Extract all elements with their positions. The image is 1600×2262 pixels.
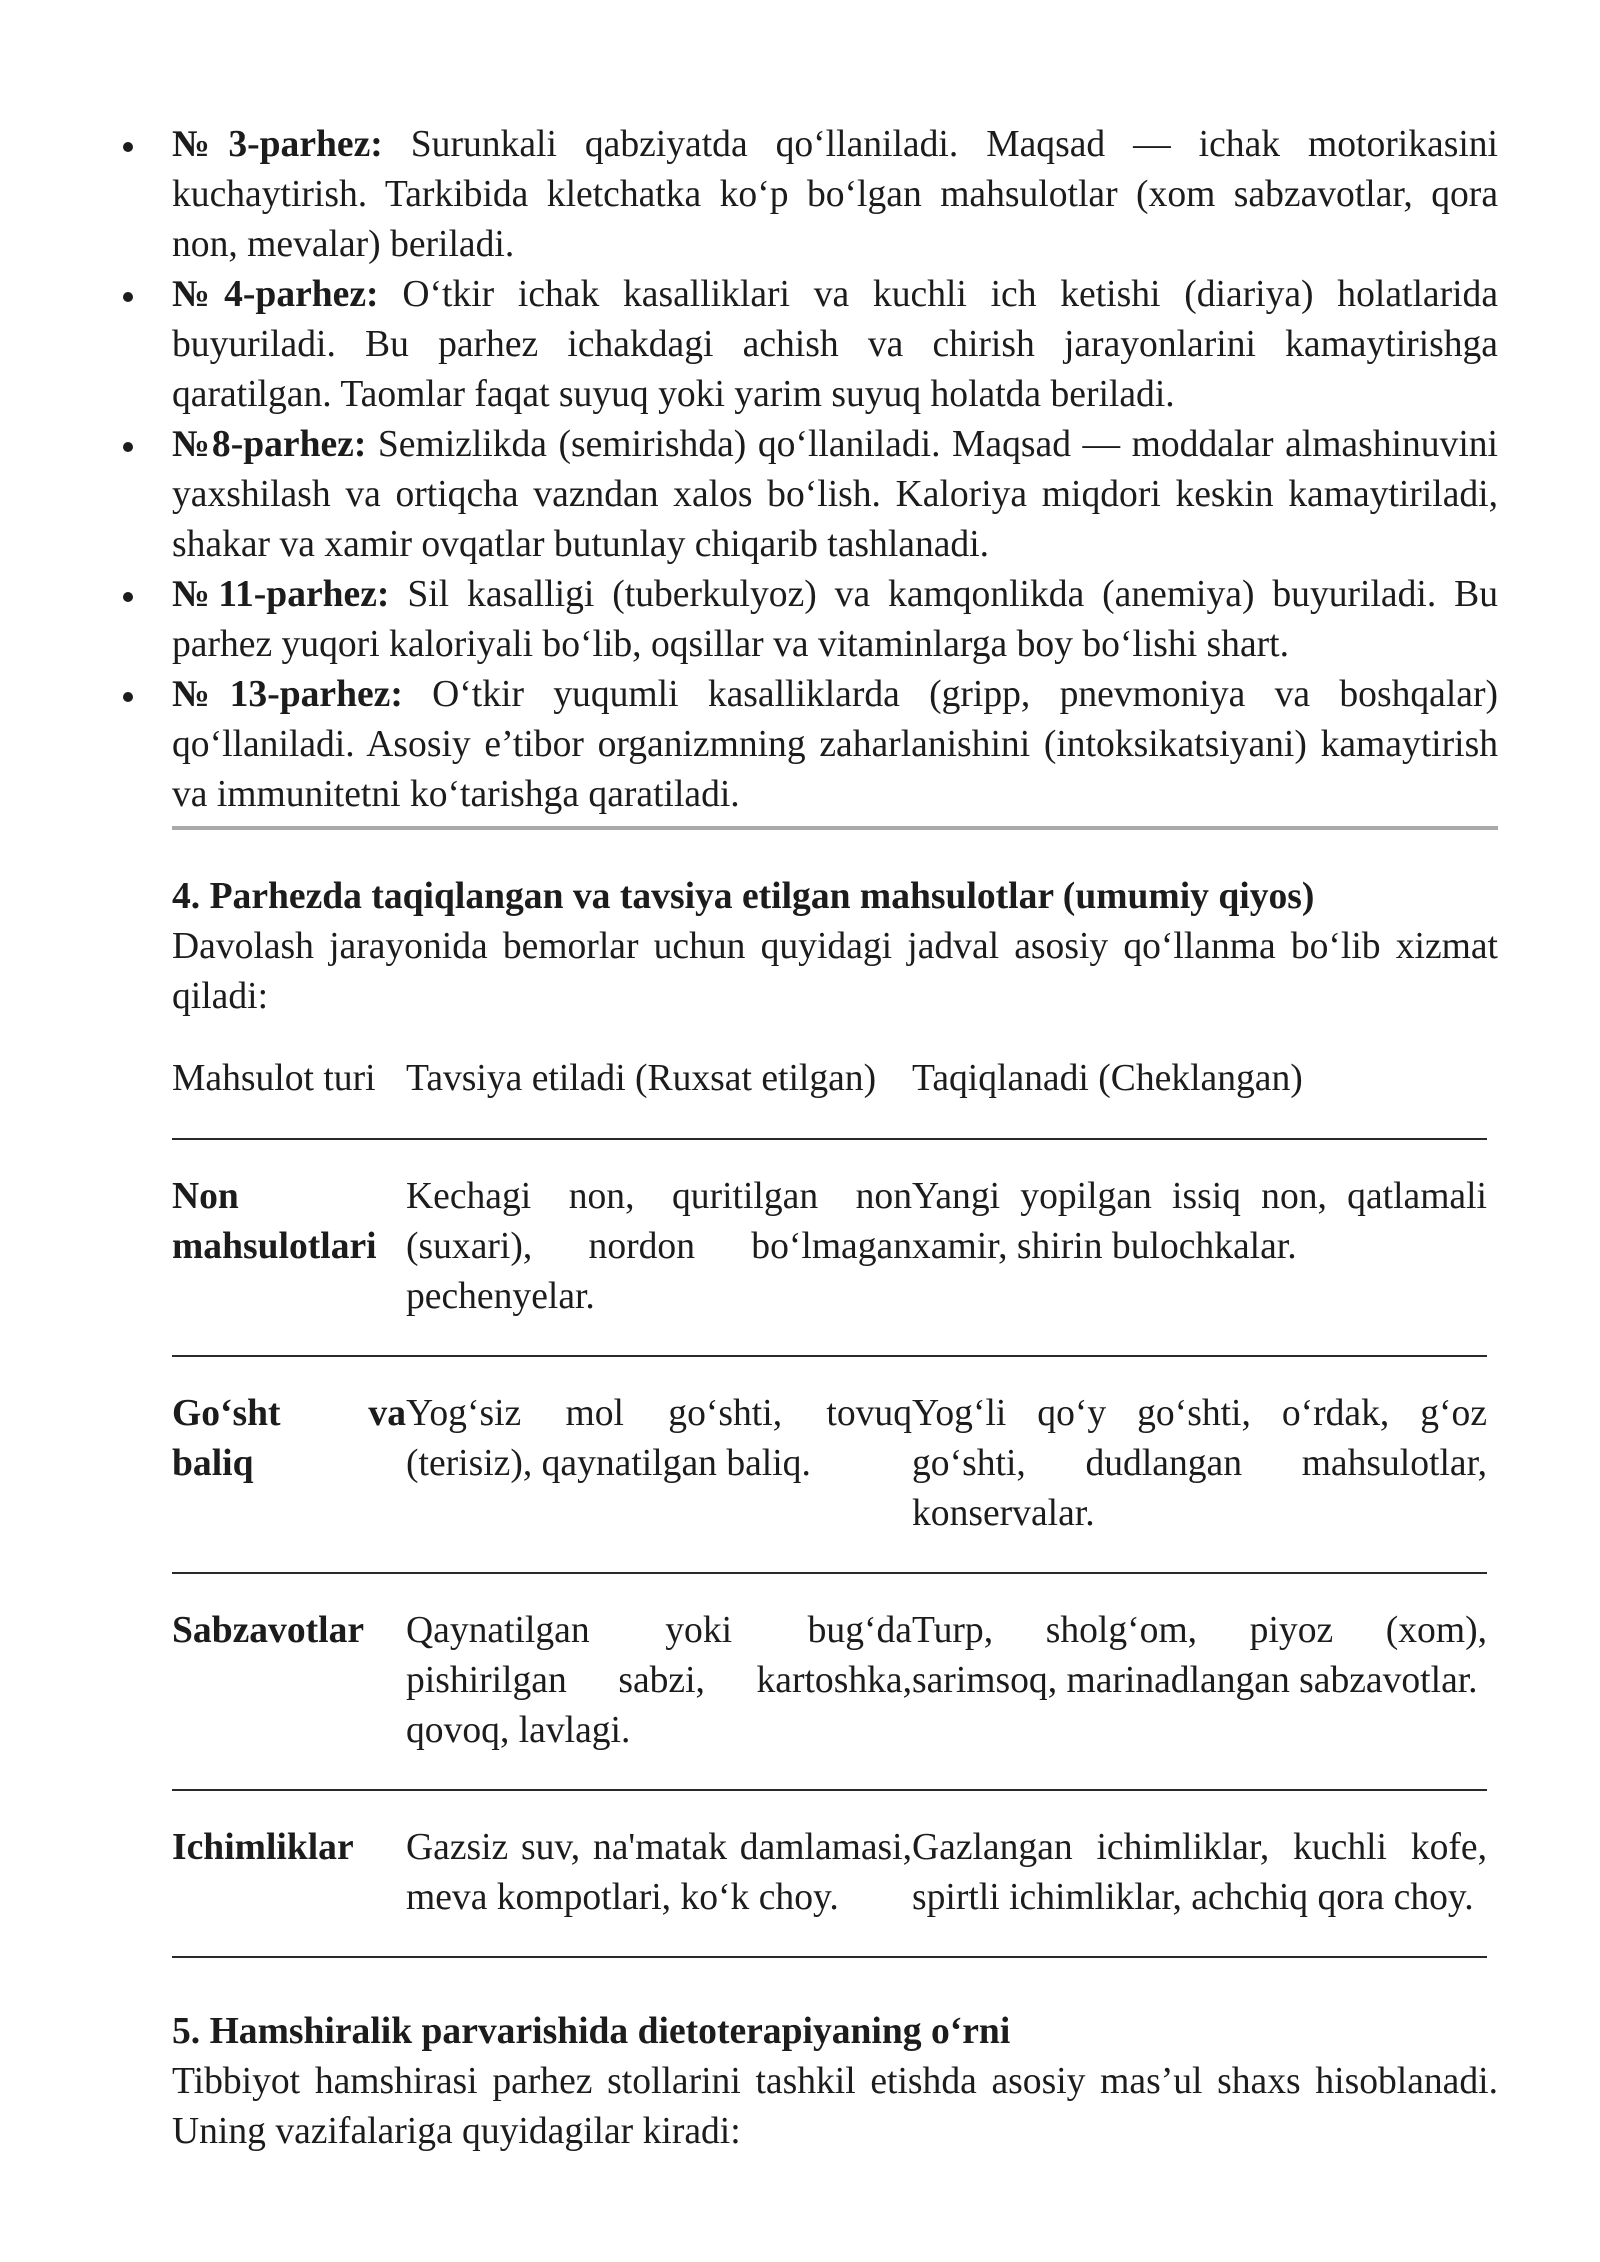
cell-recommended: Qaynatilgan yoki bug‘da pishirilgan sabzi, kartoshka, qovoq, lavlagi. <box>406 1610 912 1751</box>
cell-recommended: Kechagi non, quritilgan non (suxari), nordon bo‘lmagan pechenyelar. <box>406 1176 912 1317</box>
section-5-heading: 5. Hamshiralik parvarishida dietoterapiyaning o‘rni <box>172 2011 1011 2052</box>
products-table <box>172 1054 1487 1958</box>
diet-table-list <box>172 120 1498 820</box>
list-item <box>172 670 1498 820</box>
list-item <box>172 120 1498 270</box>
cell-product: Sabzavotlar <box>172 1610 365 1651</box>
cell-product: Go‘sht va baliq <box>172 1393 406 1484</box>
section-4-intro: Davolash jarayonida bemorlar uchun quyidagi jadval asosiy qo‘llanma bo‘lib xizmat qiladi: <box>172 926 1498 1017</box>
bullet-icon <box>123 442 133 452</box>
list-item-label: №4-parhez: <box>172 274 379 315</box>
table-row <box>172 1791 1487 1958</box>
bullet-icon <box>123 592 133 602</box>
bullet-icon <box>123 692 133 702</box>
cell-prohibited: Gazlangan ichimliklar, kuchli kofe, spirtli ichimliklar, achchiq qora choy. <box>912 1827 1487 1918</box>
cell-product: Non mahsulotlari <box>172 1176 377 1267</box>
list-item <box>172 570 1498 670</box>
list-item-text: Sil kasalligi (tuberkulyoz) va kamqonlikda (anemiya) buyuriladi. Bu parhez yuqori kaloriyali bo‘lib, oqsillar va vitaminlarga boy bo‘lishi shart. <box>172 574 1498 665</box>
table-row <box>172 1574 1487 1791</box>
list-item <box>172 420 1498 570</box>
column-header-prohibited: Taqiqlanadi (Cheklangan) <box>912 1058 1303 1099</box>
table-header-row <box>172 1054 1487 1140</box>
cell-prohibited: Yog‘li qo‘y go‘shti, o‘rdak, g‘oz go‘shti, dudlangan mahsulotlar, konservalar. <box>912 1393 1487 1534</box>
list-item-text: Semizlikda (semirishda) qo‘llaniladi. Maqsad — moddalar almashinuvini yaxshilash va ortiqcha vazndan xalos bo‘lish. Kaloriya miqdori keskin kamaytiriladi, shakar va xamir ovqatlar butunlay chiqarib tashlanadi. <box>172 424 1498 565</box>
list-item-text: Surunkali qabziyatda qo‘llaniladi. Maqsad — ichak motorikasini kuchaytirish. Tarkibida kletchatka ko‘p bo‘lgan mahsulotlar (xom sabzavotlar, qora non, mevalar) beriladi. <box>172 124 1498 265</box>
cell-prohibited: Yangi yopilgan issiq non, qatlamali xamir, shirin bulochkalar. <box>912 1176 1487 1267</box>
table-row <box>172 1357 1487 1574</box>
list-item-label: №3-parhez: <box>172 124 383 165</box>
cell-recommended: Yog‘siz mol go‘shti, tovuq (terisiz), qaynatilgan baliq. <box>406 1393 912 1484</box>
cell-recommended: Gazsiz suv, na'matak damlamasi, meva kompotlari, ko‘k choy. <box>406 1827 912 1918</box>
table-row <box>172 1140 1487 1357</box>
section-4-heading: 4. Parhezda taqiqlangan va tavsiya etilgan mahsulotlar (umumiy qiyos) <box>172 876 1315 917</box>
column-header-product: Mahsulot turi <box>172 1058 376 1099</box>
section-5-intro: Tibbiyot hamshirasi parhez stollarini tashkil etishda asosiy mas’ul shaxs hisoblanadi. Uning vazifalariga quyidagilar kiradi: <box>172 2061 1498 2152</box>
bullet-icon <box>123 142 133 152</box>
section-divider <box>172 826 1498 830</box>
bullet-icon <box>123 292 133 302</box>
document-page <box>172 0 1498 2157</box>
list-item-label: №11-parhez: <box>172 574 390 615</box>
list-item <box>172 270 1498 420</box>
cell-prohibited: Turp, sholg‘om, piyoz (xom), sarimsoq, marinadlangan sabzavotlar. <box>912 1610 1487 1701</box>
list-item-label: №13-parhez: <box>172 674 403 715</box>
list-item-text: O‘tkir ichak kasalliklari va kuchli ich ketishi (diariya) holatlarida buyuriladi. Bu parhez ichakdagi achish va chirish jarayonlarini kamaytirishga qaratilgan. Taomlar faqat suyuq yoki yarim suyuq holatda beriladi. <box>172 274 1498 415</box>
list-item-label: №8-parhez: <box>172 424 367 465</box>
list-item-text: O‘tkir yuqumli kasalliklarda (gripp, pnevmoniya va boshqalar) qo‘llaniladi. Asosiy e’tibor organizmning zaharlanishini (intoksikatsiyani) kamaytirish va immunitetni ko‘tarishga qaratiladi. <box>172 674 1498 815</box>
column-header-recommended: Tavsiya etiladi (Ruxsat etilgan) <box>406 1058 877 1099</box>
cell-product: Ichimliklar <box>172 1827 354 1868</box>
